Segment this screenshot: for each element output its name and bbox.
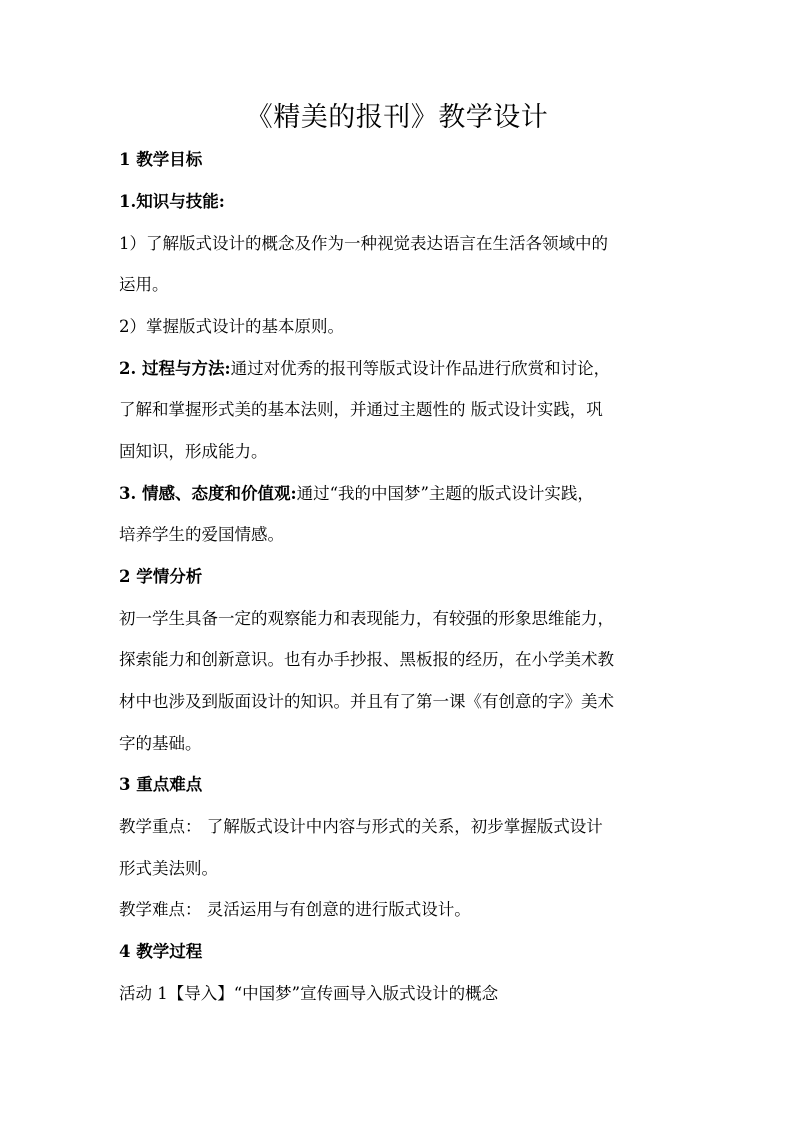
key-point-line-2: 形式美法则。 [119,859,218,878]
process-method-line-2: 了解和掌握形式美的基本法则，并通过主题性的 版式设计实践，巩 [119,400,603,419]
emotion-values-text: 通过“我的中国梦”主题的版式设计实践， [296,484,594,503]
section-heading-teaching-process: 4 教学过程 [119,942,203,961]
objective-item-2: 2）掌握版式设计的基本原则。 [119,317,344,336]
process-method-label: 2. 过程与方法: [119,359,231,378]
process-method-line-3: 固知识，形成能力。 [119,442,268,461]
process-method-text: 通过对优秀的报刊等版式设计作品进行欣赏和讨论， [230,359,611,378]
section-heading-objectives: 1 教学目标 [119,150,203,169]
emotion-values-line-1 [119,482,594,506]
objective-item-1-line-1: 1）了解版式设计的概念及作为一种视觉表达语言在生活各领域中的 [119,234,608,253]
learner-analysis-line-4: 字的基础。 [119,734,202,753]
section-heading-key-points: 3 重点难点 [119,775,203,794]
document-title: 《精美的报刊》教学设计 [245,102,549,133]
process-method-line-1 [119,357,610,381]
emotion-values-label: 3. 情感、态度和价值观: [119,484,297,503]
difficult-point: 教学难点： 灵活运用与有创意的进行版式设计。 [119,900,471,919]
teaching-activity-1: 活动 1【导入】“中国梦”宣传画导入版式设计的概念 [119,984,499,1003]
subheading-knowledge-skills: 1.知识与技能: [119,192,225,211]
learner-analysis-line-2: 探索能力和创新意识。也有办手抄报、黑板报的经历，在小学美术教 [119,650,614,669]
learner-analysis-line-3: 材中也涉及到版面设计的知识。并且有了第一课《有创意的字》美术 [119,692,614,711]
section-heading-learner-analysis: 2 学情分析 [119,567,203,586]
emotion-values-line-2: 培养学生的爱国情感。 [119,525,284,544]
objective-item-1-line-2: 运用。 [119,275,169,294]
key-point-line-1: 教学重点： 了解版式设计中内容与形式的关系，初步掌握版式设计 [119,817,603,836]
learner-analysis-line-1: 初一学生具备一定的观察能力和表现能力，有较强的形象思维能力， [119,609,614,628]
